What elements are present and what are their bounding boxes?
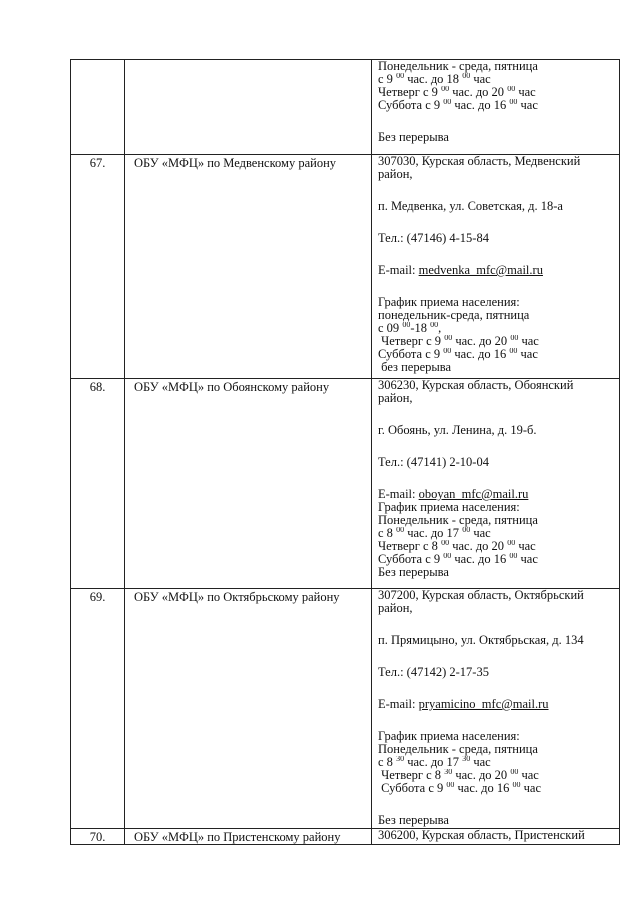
schedule-no-break: без перерыва <box>381 361 452 374</box>
office-name <box>125 60 372 155</box>
address-line: район, <box>378 392 413 405</box>
schedule-weekdays: Понедельник - среда, пятница <box>378 743 538 756</box>
office-name: ОБУ «МФЦ» по Пристенскому району <box>125 829 372 845</box>
row-number <box>71 60 125 155</box>
schedule-saturday: Суббота с 9 $^{00}$ час. до 16 $^{00}$ час <box>381 782 542 795</box>
row-number: 69. <box>71 589 125 829</box>
office-name: ОБУ «МФЦ» по Медвенскому району <box>125 155 372 379</box>
table-row <box>71 379 620 589</box>
email-line: E-mail: medvenka_mfc@mail.ru <box>378 264 543 277</box>
schedule-weekdays: Понедельник - среда, пятница <box>378 60 538 73</box>
schedule-title: График приема населения: <box>378 296 520 309</box>
schedule-no-break: Без перерыва <box>378 814 449 827</box>
schedule-no-break: Без перерыва <box>378 566 449 579</box>
address-line: район, <box>378 168 413 181</box>
phone: Тел.: (47146) 4-15-84 <box>378 232 489 245</box>
row-number: 68. <box>71 379 125 589</box>
email-link[interactable]: pryamicino_mfc@mail.ru <box>418 698 549 711</box>
address-line: 307030, Курская область, Медвенский <box>378 155 581 168</box>
office-info <box>372 589 620 829</box>
schedule-weekdays: Понедельник - среда, пятница <box>378 514 538 527</box>
schedule-no-break: Без перерыва <box>378 131 449 144</box>
schedule-hours: с 9 $^{00}$ час. до 18 $^{00}$ час <box>378 73 491 86</box>
email-link[interactable]: oboyan_mfc@mail.ru <box>418 488 529 501</box>
schedule-title: График приема населения: <box>378 501 520 514</box>
schedule-thursday: Четверг с 8 $^{30}$ час. до 20 $^{00}$ час <box>381 769 539 782</box>
schedule-saturday: Суббота с 9 $^{00}$ час. до 16 $^{00}$ час <box>378 99 538 112</box>
row-number: 70. <box>71 829 125 845</box>
schedule-hours: с 8 $^{00}$ час. до 17 $^{00}$ час <box>378 527 491 540</box>
table-row <box>71 60 620 155</box>
street-address: г. Обоянь, ул. Ленина, д. 19-б. <box>378 424 537 437</box>
table-row <box>71 589 620 829</box>
schedule-thursday: Четверг с 8 $^{00}$ час. до 20 $^{00}$ час <box>378 540 536 553</box>
schedule-title: График приема населения: <box>378 730 520 743</box>
table-row <box>71 155 620 379</box>
schedule-weekdays: понедельник-среда, пятница <box>378 309 530 322</box>
office-info <box>372 155 620 379</box>
address-line: 307200, Курская область, Октябрьский <box>378 589 584 602</box>
address-line: 306200, Курская область, Пристенский <box>378 829 585 842</box>
office-info <box>372 829 620 845</box>
street-address: п. Медвенка, ул. Советская, д. 18-а <box>378 200 563 213</box>
row-number: 67. <box>71 155 125 379</box>
address-line: район, <box>378 602 413 615</box>
schedule-hours: с 09 $^{00}$-18 $^{00}$, <box>378 322 442 335</box>
email-link[interactable]: medvenka_mfc@mail.ru <box>418 264 543 277</box>
address-line: 306230, Курская область, Обоянский <box>378 379 574 392</box>
table-row <box>71 829 620 845</box>
mfc-table <box>70 59 620 845</box>
schedule-thursday: Четверг с 9 $^{00}$ час. до 20 $^{00}$ час <box>378 86 536 99</box>
email-line: E-mail: oboyan_mfc@mail.ru <box>378 488 529 501</box>
office-name: ОБУ «МФЦ» по Октябрьскому району <box>125 589 372 829</box>
phone: Тел.: (47142) 2-17-35 <box>378 666 489 679</box>
office-name: ОБУ «МФЦ» по Обоянскому району <box>125 379 372 589</box>
phone: Тел.: (47141) 2-10-04 <box>378 456 489 469</box>
street-address: п. Прямицыно, ул. Октябрьская, д. 134 <box>378 634 584 647</box>
schedule-hours: с 8 $^{30}$ час. до 17 $^{30}$ час <box>378 756 491 769</box>
email-line: E-mail: pryamicino_mfc@mail.ru <box>378 698 549 711</box>
schedule-saturday: Суббота с 9 $^{00}$ час. до 16 $^{00}$ час <box>378 553 538 566</box>
schedule-thursday: Четверг с 9 $^{00}$ час. до 20 $^{00}$ час <box>381 335 539 348</box>
office-info <box>372 379 620 589</box>
office-info <box>372 60 620 155</box>
schedule-saturday: Суббота с 9 $^{00}$ час. до 16 $^{00}$ час <box>378 348 538 361</box>
